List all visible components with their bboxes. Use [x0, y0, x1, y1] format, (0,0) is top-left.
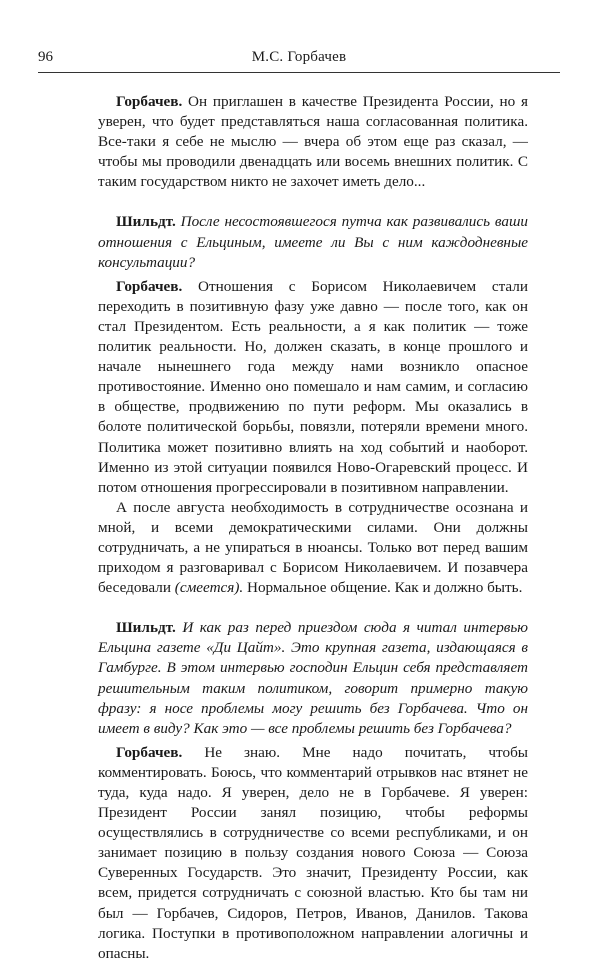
- paragraph-schildt-question-1: [98, 212, 528, 272]
- question-text: И как раз перед приездом сюда я читал интервью Ельцина газете «Ди Цайт». Это крупная газета, издающаяся в Гамбурге. В этом интервью господин Ельцин себя представляет решительным таким политиком, говорит примерно такую фразу: я носе проблемы могу решить без Горбачева. Что он имеет в виду? Как это — все проблемы решить без Горбачева?: [98, 619, 529, 737]
- header-rule: [38, 72, 560, 73]
- speaker-name: Шильдт.: [116, 619, 176, 637]
- stage-direction: (смеется).: [174, 579, 244, 597]
- speaker-name: Горбачев.: [116, 93, 183, 110]
- paragraph-text: Он приглашен в качестве Президента России, но я уверен, что будет представляться наша согласованная политика. Все-таки я себе не мыслю — вчера об этом еще раз сказал, — чтобы мы проводили двенадцать или восемь внешних политик. С таким государством никто не захочет иметь дело...: [98, 93, 528, 191]
- page-number: 96: [38, 49, 53, 65]
- paragraph-gorbachev-1: [98, 92, 528, 192]
- speaker-name: Шильдт.: [116, 213, 176, 231]
- paragraph-text: Отношения с Борисом Николаевичем стали переходить в позитивную фазу уже давно — после того, как он стал Президентом. Есть реальности, а я как политик — тоже политик реальности. Но, должен сказать, в конце прошлого и начале нынешнего года между нами возникло опасное противостояние. Именно оно помешало и нам самим, и согласию в обществе, продвижению по пути реформ. Мы оказались в болоте политической борьбы, повязли, потеряли времени много. Политика может позитивно влиять на ход событий и наоборот. Именно из этой ситуации появился Ново-Огаревский процесс. И потом отношения прогрессировали в позитивном направлении.: [98, 277, 529, 496]
- body-text: [98, 92, 528, 964]
- speaker-name: Горбачев.: [116, 743, 183, 761]
- paragraph-text: Не знаю. Мне надо почитать, чтобы комментировать. Боюсь, что комментарий отрывков нас втянет не туда, куда надо. Я уверен, дело не в Горбачеве. Я уверен: Президент России занял позицию, чтобы реформы осуществлялись в сотрудничестве со всеми республиками, и он занимает позицию в пользу создания нового Союза — Союза Суверенных Государств. Это значит, Президенту России, как всем, придется сотрудничать с союзной властью. Кто бы там ни был — Горбачев, Сидоров, Петров, Иванов, Данилов. Такова логика. Поступки в противоположном направлении алогичны и опасны.: [98, 743, 529, 962]
- speaker-name: Горбачев.: [116, 277, 183, 295]
- paragraph-text: А после августа необходимость в сотрудничестве осознана и мной, и всеми демократическими силами. Они должны сотрудничать, а не упираться в нюансы. Только вот перед вашим приходом я разговаривал с Борисом Николаевичем. И позавчера беседовали: [98, 498, 528, 597]
- paragraph-text-continued: Нормальное общение. Как и должно быть.: [247, 579, 523, 597]
- paragraph-gorbachev-2: [98, 277, 528, 498]
- question-text: После несостоявшегося путча как развивались ваши отношения с Ельциным, имеете ли Вы с ним каждодневные консультации?: [98, 213, 529, 271]
- paragraph-schildt-question-2: [98, 618, 528, 739]
- paragraph-gorbachev-4: [98, 743, 528, 964]
- running-title: М.С. Горбачев: [251, 49, 347, 65]
- paragraph-gorbachev-3: [98, 498, 528, 598]
